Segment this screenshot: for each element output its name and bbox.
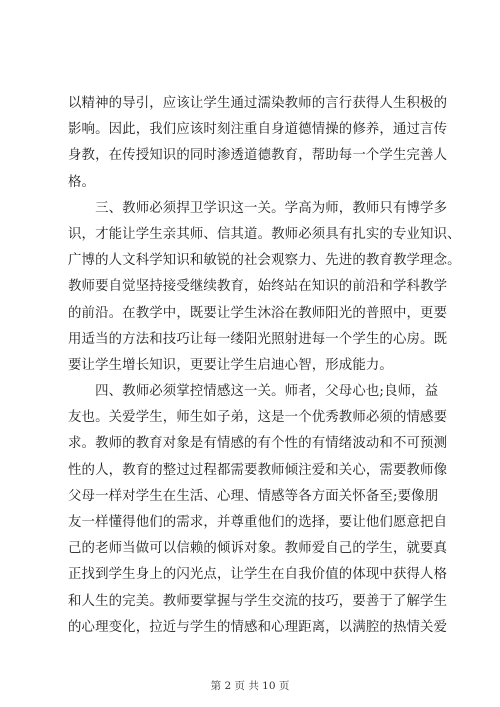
text-line: 影响。因此，我们应该时刻注重自身道德情操的修养，通过言传 bbox=[68, 122, 448, 138]
text-line: 要让学生增长知识，更要让学生启迪心智，形成能力。 bbox=[68, 357, 393, 373]
text-line: 友也。关爱学生，师生如子弟，这是一个优秀教师必须的情感要 bbox=[68, 410, 448, 426]
text-line: 的前沿。在教学中，既要让学生沐浴在教师阳光的普照中，更要 bbox=[68, 305, 448, 321]
text-line: 教师要自觉坚持接受继续教育，始终站在知识的前沿和学科教学 bbox=[68, 279, 448, 295]
text-line: 三、教师必须捍卫学识这一关。学高为师，教师只有博学多 bbox=[68, 200, 448, 216]
text-line: 友一样懂得他们的需求，并尊重他们的选择，要让他们愿意把自 bbox=[68, 515, 448, 530]
text-line: 己的老师当做可以信赖的倾诉对象。教师爱自己的学生，就要真 bbox=[68, 541, 448, 557]
text-line: 用适当的方法和技巧让每一缕阳光照射进每一个学生的心房。既 bbox=[68, 331, 448, 347]
text-line: 识，才能让学生亲其师、信其道。教师必须具有扎实的专业知识、 bbox=[68, 226, 461, 242]
text-line: 的心理变化，拉近与学生的情感和心理距离，以满腔的热情关爱 bbox=[68, 619, 448, 635]
text-line: 以精神的导引，应该让学生通过濡染教师的言行获得人生积极的 bbox=[68, 96, 448, 111]
text-line: 和人生的完美。教师要掌握与学生交流的技巧，要善于了解学生 bbox=[68, 593, 448, 609]
page-footer bbox=[0, 678, 500, 693]
text-line: 求。教师的教育对象是有情感的有个性的有情绪波动和不可预测 bbox=[68, 436, 448, 452]
text-line: 父母一样对学生在生活、心理、情感等各方面关怀备至;要像朋 bbox=[68, 488, 439, 504]
text-line: 广博的人文科学知识和敏锐的社会观察力、先进的教育教学理念。 bbox=[68, 253, 461, 269]
text-line: 身教，在传授知识的同时渗透道德教育，帮助每一个学生完善人 bbox=[68, 148, 448, 164]
page-number: 第 2 页 共 10 页 bbox=[210, 680, 290, 692]
text-line: 四、教师必须掌控情感这一关。师者，父母心也;良师，益 bbox=[68, 384, 439, 400]
text-line: 格。 bbox=[68, 174, 96, 190]
text-line: 正找到学生身上的闪光点，让学生在自我价值的体现中获得人格 bbox=[68, 567, 448, 583]
text-line: 性的人，教育的整过过程都需要教师倾注爱和关心，需要教师像 bbox=[68, 462, 448, 478]
body-text bbox=[68, 91, 461, 641]
